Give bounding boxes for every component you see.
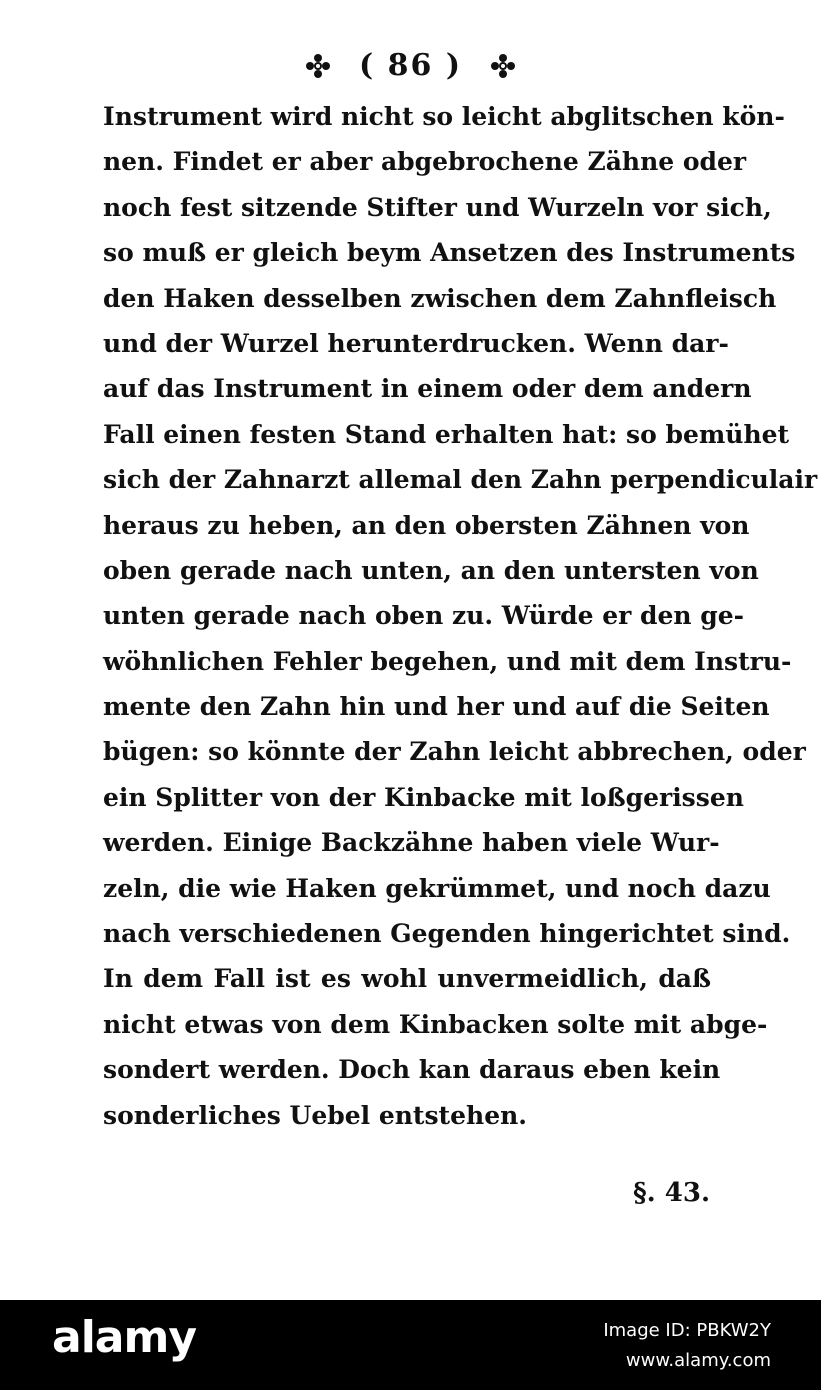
text-line: noch fest sitzende Stifter und Wurzeln vor sich,: [103, 192, 772, 222]
catchword: §. 43.: [633, 1178, 710, 1208]
text-line: mente den Zahn hin und her und auf die Seiten: [103, 692, 770, 722]
text-line: sich der Zahnarzt allemal den Zahn perpendiculair: [103, 465, 818, 495]
text-line: Instrument wird nicht so leicht abglitschen kön-: [103, 102, 785, 131]
watermark-banner: [0, 1300, 821, 1390]
text-line: und der Wurzel herunterdrucken. Wenn dar-: [103, 328, 729, 358]
text-line: bügen: so könnte der Zahn leicht abbrechen, oder: [103, 737, 806, 767]
text-line: nach verschiedenen Gegenden hingerichtet sind.: [103, 919, 791, 949]
page-header: [0, 48, 821, 83]
text-line: auf das Instrument in einem oder dem andern: [103, 374, 752, 404]
image-id: Image ID: PBKW2Y: [603, 1320, 771, 1341]
text-line: sondert werden. Doch kan daraus eben kein: [103, 1055, 721, 1085]
floral-ornament-icon: [305, 53, 331, 79]
text-line: so muß er gleich beym Ansetzen des Instruments: [103, 238, 796, 268]
floral-ornament-icon: [490, 53, 516, 79]
text-line: Fall einen festen Stand erhalten hat: so bemühet: [103, 419, 790, 449]
body-text: [103, 94, 818, 1138]
text-line: den Haken desselben zwischen dem Zahnfleisch: [103, 283, 777, 313]
text-line: werden. Einige Backzähne haben viele Wur-: [103, 828, 720, 858]
text-line: wöhnlichen Fehler begehen, und mit dem Instru-: [103, 646, 792, 676]
text-line: nicht etwas von dem Kinbacken solte mit abge-: [103, 1009, 768, 1039]
text-line: ein Splitter von der Kinbacke mit loßgerissen: [103, 782, 744, 812]
brand-logo: alamy: [52, 1312, 196, 1363]
text-line: unten gerade nach oben zu. Würde er den ge-: [103, 601, 745, 631]
text-line: nen. Findet er aber abgebrochene Zähne oder: [103, 147, 747, 177]
text-line: In dem Fall ist es wohl unvermeidlich, daß: [103, 964, 711, 994]
text-line: oben gerade nach unten, an den untersten von: [103, 555, 759, 585]
text-line: sonderliches Uebel entstehen.: [103, 1100, 527, 1130]
text-line: heraus zu heben, an den obersten Zähnen von: [103, 510, 750, 540]
site-url: www.alamy.com: [625, 1350, 771, 1371]
text-line: zeln, die wie Haken gekrümmet, und noch dazu: [103, 873, 771, 903]
page-number: ( 86 ): [358, 48, 463, 83]
